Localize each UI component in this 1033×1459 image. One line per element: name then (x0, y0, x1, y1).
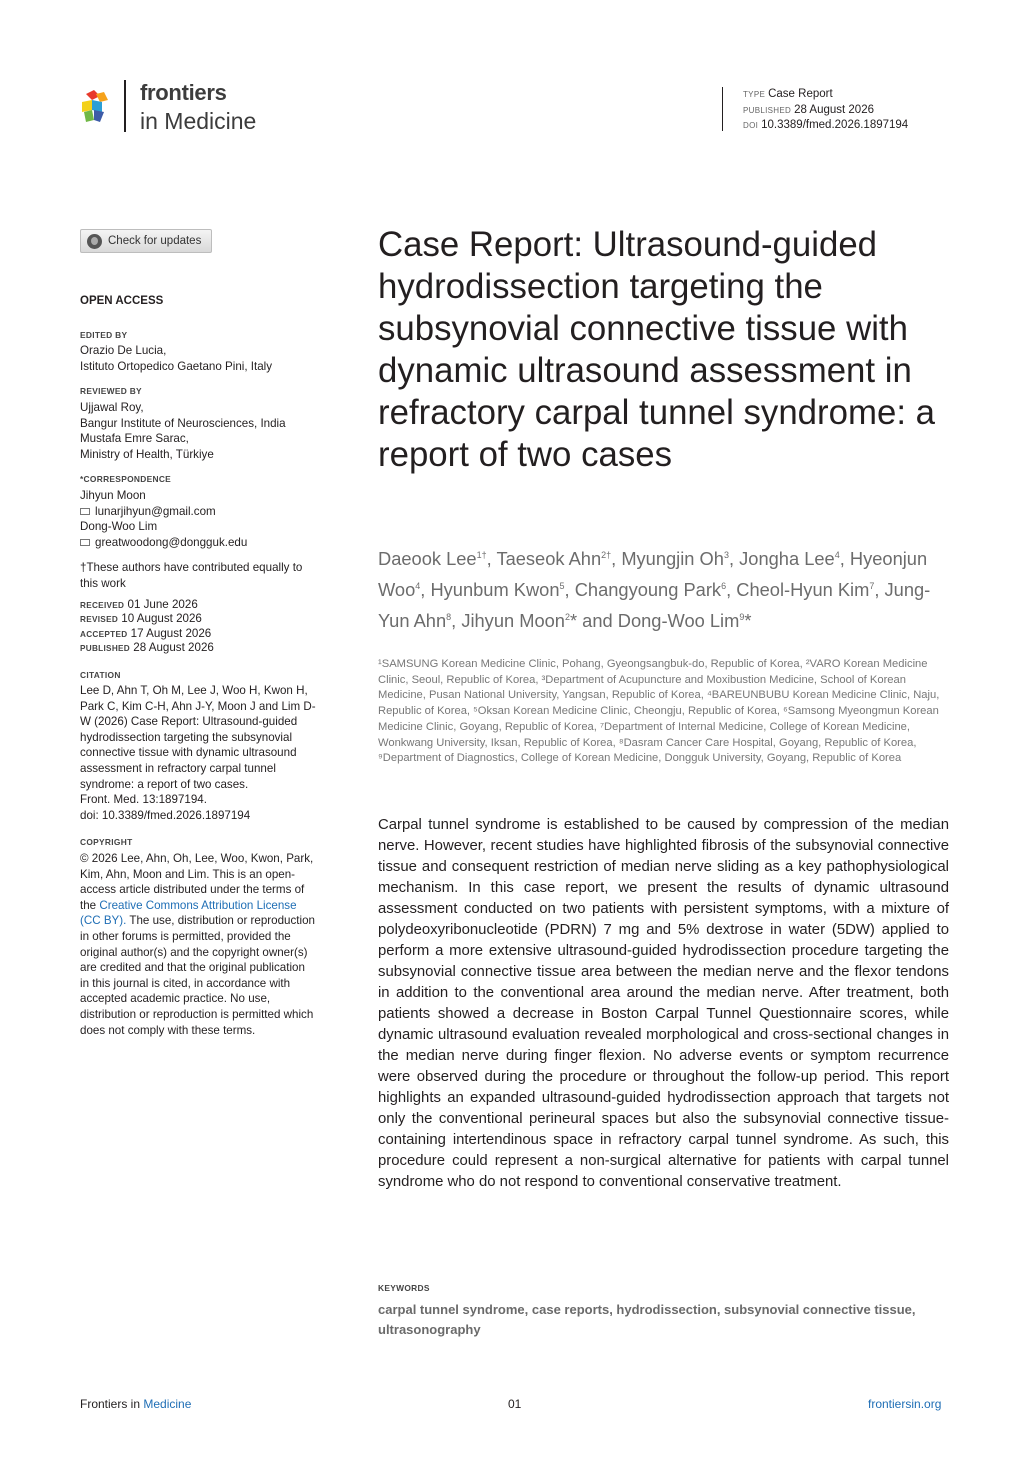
author-separator: , (839, 548, 850, 570)
frontiers-logo-icon (80, 88, 112, 124)
author-name: Cheol-Hyun Kim (736, 578, 870, 600)
author-name: Jihyun Moon (461, 609, 565, 631)
abstract: Carpal tunnel syndrome is established to be caused by compression of the median nerve. However, recent studies have highlighted fibrosis of the subsynovial connective tissue and consequent restriction of median nerve sliding as a key pathophysiological mechanism. In this case report, we present the results of dynamic ultrasound assessment conducted on two patients with persistent symptoms, with a mixture of polydeoxyribonucleotide (PDRN) 7 mg and 5% dextrose in water (5DW) applied to perform a more extensive ultrasound-guided hydrodissection procedure targeting the subsynovial connective tissue area between the median nerve and the flexor tendons in addition to the conventional area around the median nerve. After treatment, both patients showed a decrease in Boston Carpal Tunnel Questionnaire scores, while dynamic ultrasound evaluation revealed morphological and cross-sectional changes in the median nerve during finger flexion. No adverse events or symptom recurrence were observed during the procedure or throughout the follow-up period. This report highlights an expanded ultrasound-guided hydrodissection approach that targets not only the conventional perineural spaces but also the subsynovial connective tissue-containing intertendinous space in refractory carpal tunnel syndrome. As such, this procedure could represent a non-surgical alternative for patients with carpal tunnel syndrome who do not respond to conventional conservative treatment. (378, 817, 949, 1190)
affiliations: ¹SAMSUNG Korean Medicine Clinic, Pohang, Gyeongsangbuk-do, Republic of Korea, ²VARO Korean Medicine Clinic, Seoul, Republic of Korea, ³Department of Acupuncture and Moxibustion Medicine, School of Korean Medicine, Pusan National University, Yangsan, Republic of Korea, ⁴BAREUNBUBU Korean Medicine Clinic, Naju, Republic of Korea, ⁵Oksan Korean Medicine Clinic, Cheongju, Republic of Korea, ⁶Samsong Myeongmun Korean Medicine Clinic, Goyang, Republic of Korea, ⁷Department of Internal Medicine, College of Korean Medicine, Wonkwang University, Iksan, Republic of Korea, ⁸Dasram Cancer Care Hospital, Goyang, Republic of Korea, ⁹Department of Diagnostics, College of Korean Medicine, Dongguk University, Goyang, Republic of Korea (378, 658, 940, 765)
author-separator: , (451, 609, 462, 631)
author-separator: , (486, 548, 497, 570)
article-meta (743, 87, 908, 134)
author-separator: , (611, 548, 622, 570)
check-for-updates-button[interactable] (80, 229, 212, 253)
received-label: RECEIVED (80, 600, 125, 610)
author-affiliation-sup: 1† (476, 550, 487, 560)
footer-journal-name: Medicine (143, 1397, 192, 1411)
page-number: 01 (508, 1397, 522, 1411)
corr-2-email-link[interactable]: greatwoodong@dongguk.edu (95, 535, 248, 549)
type-key: TYPE (743, 90, 766, 99)
corr-2-name: Dong-Woo Lim (80, 520, 158, 534)
author-affiliation-sup: 2 (564, 611, 570, 622)
check-for-updates-label: Check for updates (108, 235, 202, 247)
author-affiliation-sup: 4 (834, 550, 840, 560)
update-badge-icon (87, 234, 102, 249)
author-separator: , (728, 548, 740, 570)
footer-journal-prefix: Frontiers in (80, 1397, 144, 1411)
author-name: Hyeonjun Woo (378, 548, 928, 600)
reviewer-2-name: Mustafa Emre Sarac, (80, 432, 189, 446)
dates-block (80, 598, 316, 656)
published-label: PUBLISHED (80, 644, 131, 653)
keywords-label: KEYWORDS (378, 1283, 430, 1293)
author-name: Jongha Lee (739, 548, 835, 570)
copyright-label: COPYRIGHT (80, 837, 133, 848)
edited-by-label: EDITED BY (80, 329, 128, 340)
author-separator: , (564, 578, 575, 600)
copyright-text (80, 851, 316, 1038)
equal-contribution-note: †These authors have contributed equally to this work (80, 561, 303, 590)
article-title: Case Report: Ultrasound-guided hydrodissection targeting the subsynovial connective tissue with dynamic ultrasound assessment in refractory carpal tunnel syndrome: a report of two cases (378, 225, 936, 474)
author-name: Dong-Woo Lim (617, 609, 740, 631)
revised-label: REVISED (80, 615, 119, 624)
author-affiliation-sup: 9 (739, 611, 745, 622)
email-icon (80, 539, 90, 546)
email-icon (80, 508, 90, 515)
copyright-text-pre: © 2026 Lee, Ahn, Oh, Lee, Woo, Kwon, Park, Kim, Ahn, Moon and Lim. This is an open-access article distributed under the terms of the (80, 852, 314, 912)
author-affiliation-sup: 6 (721, 580, 727, 591)
doi-key: DOI (743, 121, 759, 130)
doi-value[interactable]: 10.3389/fmed.2026.1897194 (761, 119, 909, 131)
revised-date: 10 August 2026 (121, 612, 202, 625)
corr-1-email-link[interactable]: lunarjihyun@gmail.com (95, 504, 216, 518)
author-separator: , (874, 578, 885, 600)
author-separator: , (420, 578, 431, 600)
footer-journal (80, 1397, 191, 1411)
footer-site-link[interactable]: frontiersin.org (868, 1397, 942, 1411)
author-separator: * (744, 609, 752, 631)
citation-label: CITATION (80, 669, 121, 680)
author-affiliation-sup: 5 (559, 580, 565, 591)
author-name: Daeook Lee (378, 548, 477, 570)
logo-journal: in Medicine (140, 108, 257, 134)
published-date: 28 August 2026 (133, 641, 214, 654)
author-affiliation-sup: 4 (415, 580, 421, 591)
author-name: Myungjin Oh (621, 548, 724, 570)
reviewer-2-affiliation: Ministry of Health, Türkiye (80, 447, 214, 461)
author-affiliation-sup: 3 (723, 550, 729, 560)
logo-divider (124, 80, 126, 132)
author-list (378, 542, 953, 635)
meta-divider (722, 87, 723, 131)
keywords: carpal tunnel syndrome, case reports, hydrodissection, subsynovial connective tissue, ultrasonography (378, 1302, 916, 1337)
open-access-label: OPEN ACCESS (80, 295, 164, 307)
author-name: Hyunbum Kwon (430, 578, 560, 600)
copyright-text-post: The use, distribution or reproduction in other forums is permitted, provided the original author(s) and the copyright owner(s) are credited and that the original publication in this journal is cited, in accordance with accepted academic practice. No use, distribution or reproduction is permitted which does not comply with these terms. (80, 914, 315, 1037)
cc-by-license-link[interactable]: Creative Commons Attribution License (CC BY). (80, 898, 297, 928)
reviewer-1-name: Ujjawal Roy, (80, 400, 144, 414)
author-affiliation-sup: 7 (869, 580, 875, 591)
published-value: 28 August 2026 (794, 103, 874, 116)
author-name: Changyoung Park (574, 578, 722, 600)
received-date: 01 June 2026 (127, 597, 198, 611)
editor-name: Orazio De Lucia, (80, 344, 167, 358)
citation-doi: doi: 10.3389/fmed.2026.1897194 (80, 808, 251, 822)
correspondence-label: *CORRESPONDENCE (80, 474, 172, 485)
sidebar (80, 294, 316, 1038)
logo-frontiers: frontiers (140, 80, 227, 105)
author-name: Jung-Yun Ahn (378, 578, 931, 631)
corr-1-name: Jihyun Moon (80, 488, 146, 502)
citation-text: Lee D, Ahn T, Oh M, Lee J, Woo H, Kwon H, Park C, Kim C-H, Ahn J-Y, Moon J and Lim D-W (2026) Case Report: Ultrasound-guided hydrodissection targeting the subsynovial connective tissue with dynamic ultrasound assessment in refractory carpal tunnel syndrome: a report of two cases. (80, 684, 316, 791)
accepted-date: 17 August 2026 (130, 626, 212, 640)
author-affiliation-sup: 8 (446, 611, 452, 622)
type-value: Case Report (768, 88, 833, 100)
accepted-label: ACCEPTED (80, 629, 128, 639)
author-separator: , (726, 578, 737, 600)
reviewer-1-affiliation: Bangur Institute of Neurosciences, India (80, 416, 286, 430)
author-affiliation-sup: 2† (601, 550, 612, 560)
editor-affiliation: Istituto Ortopedico Gaetano Pini, Italy (80, 359, 273, 373)
citation-journal: Front. Med. 13:1897194. (80, 793, 207, 807)
published-key: PUBLISHED (743, 105, 792, 115)
author-separator: * and (569, 609, 618, 631)
author-name: Taeseok Ahn (496, 548, 602, 570)
reviewed-by-label: REVIEWED BY (80, 386, 142, 397)
